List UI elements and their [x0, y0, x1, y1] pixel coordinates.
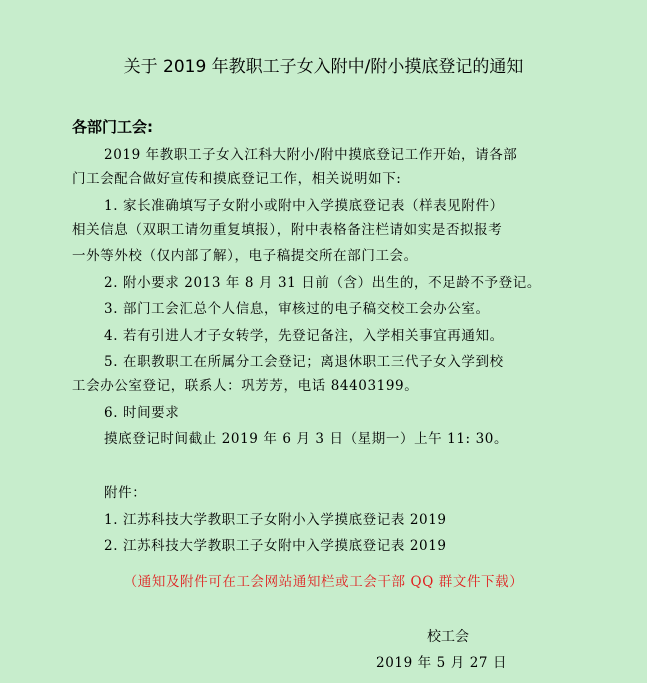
- signature-organization: 校工会: [427, 629, 469, 645]
- signature-date: 2019 年 5 月 27 日: [376, 655, 508, 671]
- body-line: 摸底登记时间截止 2019 年 6 月 3 日（星期一）上午 11: 30。: [104, 431, 509, 447]
- salutation: 各部门工会:: [72, 118, 153, 136]
- body-line: 一外等外校（仅内部了解），电子稿提交所在部门工会。: [72, 248, 418, 264]
- attachment-item[interactable]: 1. 江苏科技大学教职工子女附小入学摸底登记表 2019: [104, 512, 447, 528]
- download-notice: （通知及附件可在工会网站通知栏或工会干部 QQ 群文件下载）: [123, 574, 524, 590]
- body-line: 门工会配合做好宣传和摸底登记工作，相关说明如下:: [72, 171, 402, 187]
- attachment-item[interactable]: 2. 江苏科技大学教职工子女附中入学摸底登记表 2019: [104, 538, 447, 554]
- body-line: 2019 年教职工子女入江科大附小/附中摸底登记工作开始，请各部: [104, 147, 518, 163]
- body-line: 6. 时间要求: [104, 405, 180, 421]
- body-line: 相关信息（双职工请勿重复填报），附中表格备注栏请如实是否拟报考: [72, 222, 503, 238]
- body-line: 5. 在职教职工在所属分工会登记；离退休职工三代子女入学到校: [104, 354, 504, 370]
- body-line: 4. 若有引进人才子女转学，先登记备注，入学相关事宜再通知。: [104, 328, 504, 344]
- body-line: 工会办公室登记，联系人：巩芳芳，电话 84403199。: [72, 378, 419, 394]
- attachments-heading: 附件：: [104, 485, 147, 501]
- body-line: 3. 部门工会汇总个人信息，审核过的电子稿交校工会办公室。: [104, 301, 490, 317]
- body-line: 1. 家长准确填写子女附小或附中入学摸底登记表（样表见附件）: [104, 198, 504, 214]
- document-title: 关于 2019 年教职工子女入附中/附小摸底登记的通知: [123, 57, 524, 77]
- body-line: 2. 附小要求 2013 年 8 月 31 日前（含）出生的，不足龄不予登记。: [104, 275, 541, 291]
